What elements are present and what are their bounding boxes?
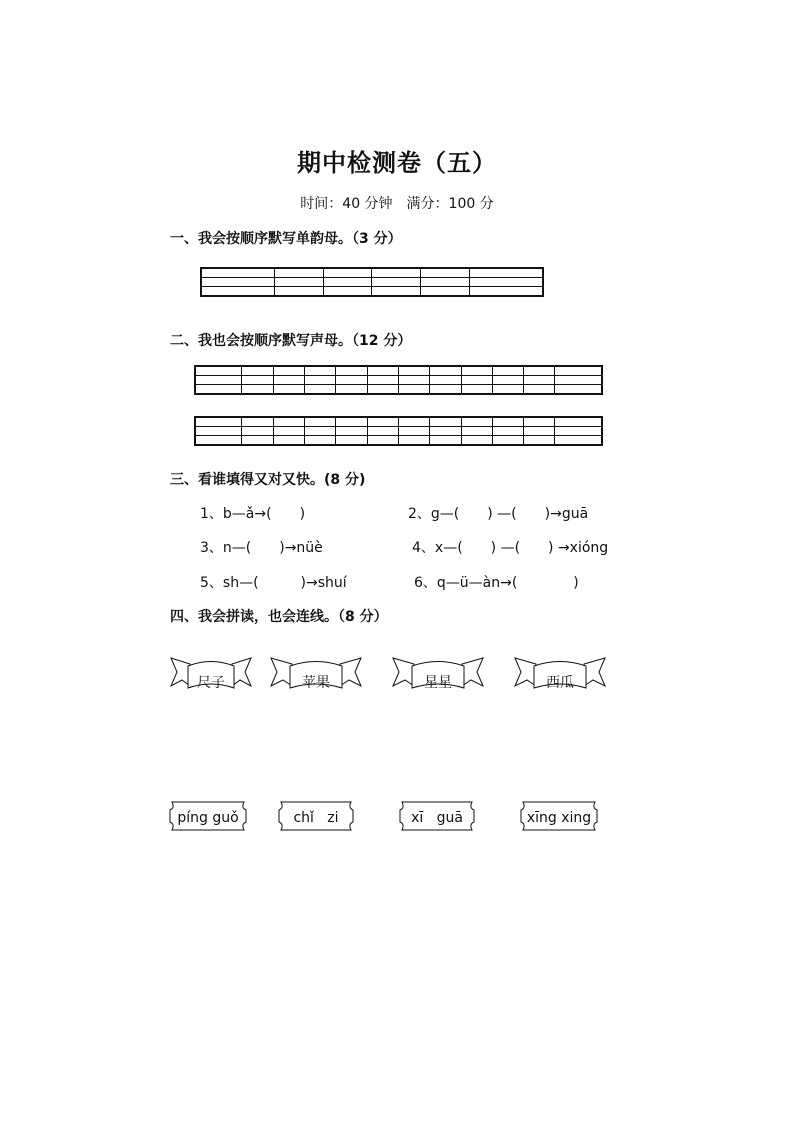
vowel-writing-grid[interactable] [200,267,544,297]
section-2-heading: 二、我也会按顺序默写声母。（12 分） [170,333,412,349]
question-6[interactable]: 6、q—ü—àn→( ) [414,575,579,591]
section-3-heading: 三、看谁填得又对又快。(8 分) [170,472,366,488]
word-label: 苹果 [302,675,330,691]
pinyin-card-pingguo[interactable] [166,800,250,832]
pinyin-label: píng guǒ [177,810,239,826]
word-card-xigua[interactable] [514,654,606,696]
question-5[interactable]: 5、sh—( )→shuí [200,575,347,591]
question-3[interactable]: 3、n—( )→nüè [200,540,323,556]
exam-info: 时间：40 分钟 满分：100 分 [300,196,494,212]
word-card-pingguo[interactable] [270,654,362,696]
initials-writing-grid-1[interactable] [194,365,603,395]
initials-writing-grid-2[interactable] [194,416,603,446]
section-4-heading: 四、我会拼读，也会连线。（8 分） [170,609,388,625]
word-label: 尺子 [197,675,225,691]
pinyin-card-xingxing[interactable] [517,800,601,832]
question-4[interactable]: 4、x—( ) —( ) →xióng [412,540,609,556]
pinyin-label: xī guā [411,810,463,826]
word-card-xingxing[interactable] [392,654,484,696]
word-label: 西瓜 [546,675,574,691]
pinyin-label: chǐ zi [293,810,339,826]
pinyin-card-xigua[interactable] [396,800,478,832]
word-card-chizi[interactable] [170,654,252,696]
question-1[interactable]: 1、b—ǎ→( ) [200,506,306,522]
pinyin-label: xīng xing [526,810,592,826]
section-1-heading: 一、我会按顺序默写单韵母。（3 分） [170,231,402,247]
word-label: 星星 [424,675,452,691]
pinyin-card-chizi[interactable] [275,800,357,832]
page-title: 期中检测卷（五） [297,149,497,177]
question-2[interactable]: 2、g—( ) —( )→guā [408,506,589,522]
